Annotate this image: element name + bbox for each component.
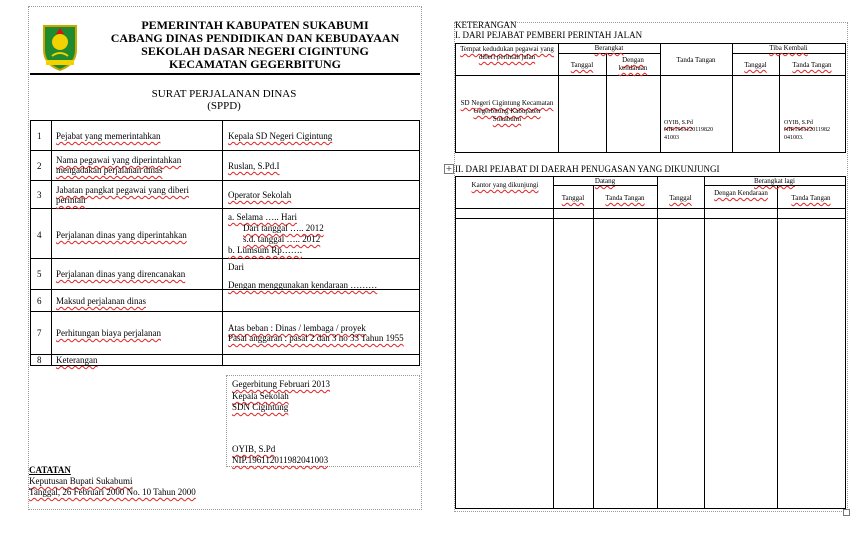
keterangan-heading: KETERANGAN — [455, 20, 517, 30]
s2-header-datang: Datang — [594, 177, 616, 185]
s1-header-berangkat: Berangkat — [594, 44, 624, 52]
sign-role: Kepala Sekolah — [232, 391, 289, 401]
s1-signer-name: OYIB, S.Pd — [664, 120, 693, 126]
header-line-1: PEMERINTAH KABUPATEN SUKABUMI — [141, 18, 369, 32]
row-no: 8 — [37, 355, 42, 365]
s1-header-tanda-tangan-2: Tanda Tangan — [792, 61, 832, 69]
section-1-heading: I. DARI PEJABAT PEMBERI PERINTAH JALAN — [455, 30, 643, 40]
row-value: Ruslan, S.Pd.I — [228, 161, 280, 171]
row-label: Maksud perjalanan dinas — [56, 296, 146, 306]
sign-school: SDN Cigintung — [232, 402, 289, 412]
row-label: Nama pegawai yang diperintahkan mengadakan perjalanan dinas — [56, 155, 182, 175]
row-label: Jabatan pangkat pegawai yang diberi perintah — [56, 185, 189, 205]
s1-signer-name-2: OYIB, S.Pd — [784, 120, 813, 126]
table-move-handle-icon[interactable]: + — [445, 164, 453, 173]
row-no: 4 — [37, 230, 42, 240]
s1-school: SD Negeri Cigintung Kecamatan Gegerbitung Kabupaten Sukabumi — [460, 99, 554, 123]
right-page — [454, 22, 848, 512]
s1-header-dengan-kendaraan: Dengan kendaraan — [618, 56, 648, 72]
s1-signer-nip-2-cont: 041003. — [784, 135, 804, 141]
document-title: SURAT PERJALANAN DINAS — [151, 88, 297, 100]
s2-header-dengan-kendaraan: Dengan Kendaraan — [714, 189, 768, 197]
row-no: 7 — [37, 328, 42, 338]
row-label: Perhitungan biaya perjalanan — [56, 328, 161, 338]
s2-header-tanggal: Tanggal — [561, 194, 585, 202]
catatan-line: Keputusan Bupati Sukabumi — [29, 476, 133, 486]
s2-header-kantor: Kantor yang dikunjungi — [471, 181, 539, 189]
header-line-4: KECAMATAN GEGERBITUNG — [169, 57, 341, 71]
row-no: 6 — [37, 296, 42, 306]
s1-header-tiba-kembali: Tiba Kembali — [769, 44, 808, 52]
s1-header-tanggal-2: Tanggal — [744, 61, 767, 69]
row-label: Perjalanan dinas yang diperintahkan — [56, 230, 187, 240]
s1-signer-nip: NIP.1961120119820 — [664, 127, 714, 133]
s1-header-tanda-tangan: Tanda Tangan — [676, 56, 716, 64]
sign-nip: NIP.196112011982041003 — [232, 455, 329, 465]
sign-name: OYIB, S.Pd — [232, 444, 276, 454]
section-2-heading: II. DARI PEJABAT DI DAERAH PENUGASAN YANG DIKUNJUNGI — [455, 164, 720, 174]
s1-header-tempat: Tempat kedudukan pegawai yang diberi perintah jalan — [460, 45, 554, 61]
row-value: Kepala SD Negeri Cigintung — [228, 131, 333, 141]
row-value-line: Dengan menggunakan kendaraan ……… — [228, 280, 378, 290]
s1-header-tanggal: Tanggal — [570, 61, 594, 69]
row-value: Operator Sekolah — [228, 190, 292, 200]
row-no: 3 — [37, 190, 42, 200]
row-no: 1 — [37, 131, 42, 141]
s1-signer-nip-cont: 41003 — [664, 135, 679, 141]
row-value-line: Pasal anggaran : pasal 2 dan 3 no 33 Tahun 1955 — [228, 333, 404, 343]
s2-header-berangkat-lagi: Berangkat lagi — [753, 177, 795, 185]
regency-logo — [40, 20, 80, 72]
s2-header-tanda-tangan: Tanda Tangan — [605, 194, 645, 202]
row-label: Keterangan — [56, 355, 98, 365]
s1-signer-nip-2: NIP.196112011982 — [784, 127, 831, 133]
row-value-line: a. Selama ….. Hari — [228, 212, 297, 222]
row-value-line: Dari tanggal ….. 2012 — [243, 223, 324, 233]
row-value-line: Dari — [228, 262, 244, 272]
document-subtitle: (SPPD) — [207, 100, 241, 112]
table-resize-handle[interactable] — [843, 509, 850, 516]
row-value-line: s.d. tanggal ….. 2012 — [243, 234, 321, 244]
header-line-3: SEKOLAH DASAR NEGERI CIGINTUNG — [141, 44, 369, 58]
row-no: 5 — [37, 269, 42, 279]
sukabumi-crest-icon — [40, 20, 80, 72]
header-divider — [30, 73, 420, 75]
row-label: Perjalanan dinas yang direncanakan — [56, 269, 186, 279]
sign-place-date: Gegerbitung Februari 2013 — [232, 379, 330, 389]
header-line-2: CABANG DINAS PENDIDIKAN DAN KEBUDAYAAN — [110, 31, 400, 45]
row-value-line: b. Lumsum Rp……. — [228, 245, 303, 255]
row-no: 2 — [37, 161, 42, 171]
s2-header-tanggal-2: Tanggal — [669, 194, 692, 202]
s2-header-tanda-tangan-2: Tanda Tangan — [791, 194, 831, 202]
catatan-title: CATATAN — [29, 465, 71, 475]
row-label: Pejabat yang memerintahkan — [56, 131, 161, 141]
row-value-line: Atas beban : Dinas / lembaga / proyek — [228, 323, 366, 333]
catatan-line: Tanggal, 26 Februari 2000 No. 10 Tahun 2000 — [29, 487, 196, 497]
